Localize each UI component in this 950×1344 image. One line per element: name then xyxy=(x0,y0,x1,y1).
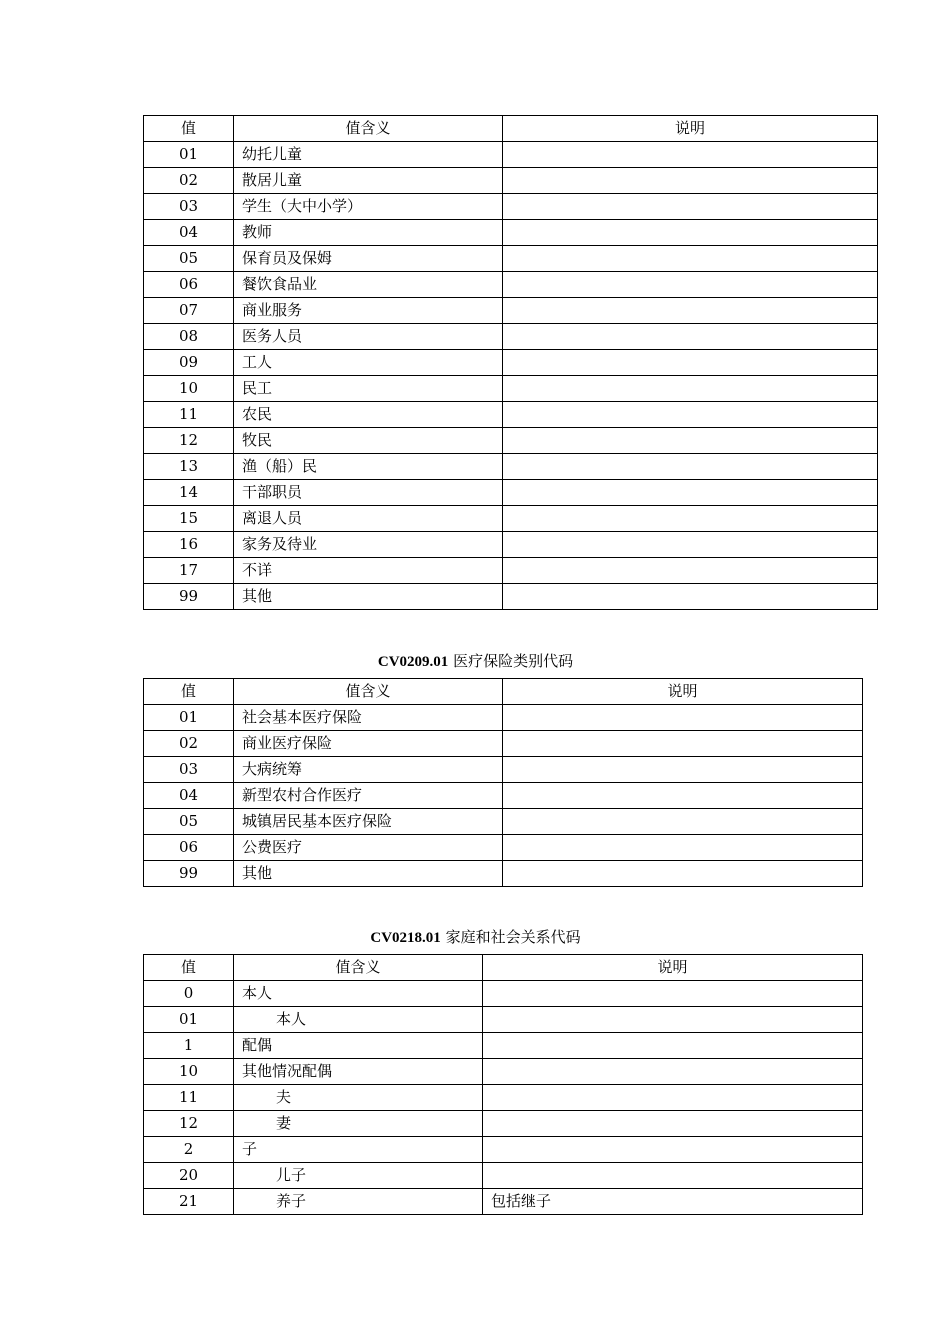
code-value-cell: 20 xyxy=(144,1163,234,1189)
table-row xyxy=(144,783,863,809)
code-note-cell xyxy=(503,220,878,246)
table-caption xyxy=(143,650,808,671)
code-note-cell xyxy=(503,168,878,194)
table-row xyxy=(144,1137,863,1163)
code-value-cell: 03 xyxy=(144,194,234,220)
code-meaning-cell: 医务人员 xyxy=(234,324,503,350)
code-value-cell: 0 xyxy=(144,981,234,1007)
table-body xyxy=(144,981,863,1215)
code-meaning-cell: 工人 xyxy=(234,350,503,376)
code-note-cell xyxy=(483,1137,863,1163)
table-row xyxy=(144,376,878,402)
code-value-cell: 07 xyxy=(144,298,234,324)
code-meaning-cell: 民工 xyxy=(234,376,503,402)
code-meaning-cell: 其他情况配偶 xyxy=(234,1059,483,1085)
table-header-row xyxy=(144,116,878,142)
code-note-cell xyxy=(503,705,863,731)
table-row xyxy=(144,705,863,731)
code-note-cell xyxy=(483,1163,863,1189)
code-meaning-cell: 子 xyxy=(234,1137,483,1163)
code-note-cell xyxy=(503,783,863,809)
header-meaning: 值含义 xyxy=(234,955,483,981)
code-meaning-cell: 配偶 xyxy=(234,1033,483,1059)
code-note-cell xyxy=(503,584,878,610)
code-value-cell: 04 xyxy=(144,783,234,809)
code-value-cell: 03 xyxy=(144,757,234,783)
code-meaning-cell: 牧民 xyxy=(234,428,503,454)
header-note: 说明 xyxy=(483,955,863,981)
code-value-cell: 1 xyxy=(144,1033,234,1059)
code-note-cell xyxy=(503,480,878,506)
code-meaning-cell: 餐饮食品业 xyxy=(234,272,503,298)
code-meaning-cell: 渔（船）民 xyxy=(234,454,503,480)
code-meaning-cell: 大病统筹 xyxy=(234,757,503,783)
table-row xyxy=(144,298,878,324)
header-note: 说明 xyxy=(503,679,863,705)
code-value-cell: 05 xyxy=(144,246,234,272)
table-row xyxy=(144,454,878,480)
table-caption xyxy=(143,926,808,947)
code-note-cell xyxy=(503,506,878,532)
code-note-cell xyxy=(503,532,878,558)
code-note-cell xyxy=(503,731,863,757)
code-note-cell xyxy=(503,861,863,887)
code-meaning-cell: 儿子 xyxy=(234,1163,483,1189)
code-meaning-cell: 商业服务 xyxy=(234,298,503,324)
code-note-cell xyxy=(483,1111,863,1137)
code-note-cell xyxy=(503,272,878,298)
table-row xyxy=(144,1033,863,1059)
table-row xyxy=(144,584,878,610)
code-meaning-cell: 学生（大中小学） xyxy=(234,194,503,220)
header-note: 说明 xyxy=(503,116,878,142)
code-meaning-cell: 教师 xyxy=(234,220,503,246)
caption-code: CV0209.01 xyxy=(377,654,449,670)
code-note-cell xyxy=(503,194,878,220)
code-note-cell xyxy=(503,402,878,428)
header-value: 值 xyxy=(144,955,234,981)
table-row xyxy=(144,1189,863,1215)
code-value-cell: 14 xyxy=(144,480,234,506)
code-value-cell: 12 xyxy=(144,1111,234,1137)
caption-title: 医疗保险类别代码 xyxy=(453,652,574,670)
table-row xyxy=(144,402,878,428)
code-note-cell xyxy=(503,835,863,861)
code-note-cell xyxy=(503,324,878,350)
table-body xyxy=(144,705,863,887)
code-note-cell xyxy=(483,1059,863,1085)
code-value-cell: 06 xyxy=(144,835,234,861)
table-row xyxy=(144,1007,863,1033)
code-note-cell xyxy=(503,142,878,168)
code-meaning-cell: 本人 xyxy=(234,1007,483,1033)
code-meaning-cell: 家务及待业 xyxy=(234,532,503,558)
table-row xyxy=(144,428,878,454)
table-row xyxy=(144,1163,863,1189)
code-value-cell: 21 xyxy=(144,1189,234,1215)
code-value-cell: 01 xyxy=(144,142,234,168)
code-value-cell: 02 xyxy=(144,731,234,757)
code-meaning-cell: 商业医疗保险 xyxy=(234,731,503,757)
code-meaning-cell: 城镇居民基本医疗保险 xyxy=(234,809,503,835)
code-meaning-cell: 保育员及保姆 xyxy=(234,246,503,272)
code-value-cell: 08 xyxy=(144,324,234,350)
code-meaning-cell: 其他 xyxy=(234,584,503,610)
code-value-cell: 2 xyxy=(144,1137,234,1163)
code-meaning-cell: 散居儿童 xyxy=(234,168,503,194)
code-value-cell: 13 xyxy=(144,454,234,480)
code-value-cell: 12 xyxy=(144,428,234,454)
code-meaning-cell: 公费医疗 xyxy=(234,835,503,861)
code-meaning-cell: 夫 xyxy=(234,1085,483,1111)
header-value: 值 xyxy=(144,679,234,705)
code-value-cell: 10 xyxy=(144,1059,234,1085)
code-note-cell xyxy=(483,981,863,1007)
header-value: 值 xyxy=(144,116,234,142)
code-value-cell: 10 xyxy=(144,376,234,402)
code-value-cell: 01 xyxy=(144,705,234,731)
code-note-cell xyxy=(483,1085,863,1111)
table-row xyxy=(144,809,863,835)
code-note-cell xyxy=(483,1033,863,1059)
table-row xyxy=(144,835,863,861)
code-meaning-cell: 干部职员 xyxy=(234,480,503,506)
header-meaning: 值含义 xyxy=(234,116,503,142)
code-note-cell xyxy=(503,558,878,584)
table-row xyxy=(144,142,878,168)
table-row xyxy=(144,194,878,220)
code-note-cell xyxy=(503,757,863,783)
table-row xyxy=(144,220,878,246)
family-relation-code-table xyxy=(143,954,863,1215)
code-meaning-cell: 养子 xyxy=(234,1189,483,1215)
table-row xyxy=(144,1059,863,1085)
table-row xyxy=(144,168,878,194)
code-note-cell xyxy=(503,428,878,454)
code-note-cell xyxy=(503,454,878,480)
code-value-cell: 09 xyxy=(144,350,234,376)
insurance-type-code-table xyxy=(143,678,863,887)
code-note-cell xyxy=(503,298,878,324)
code-value-cell: 11 xyxy=(144,402,234,428)
code-value-cell: 16 xyxy=(144,532,234,558)
table-row xyxy=(144,757,863,783)
code-meaning-cell: 其他 xyxy=(234,861,503,887)
code-value-cell: 06 xyxy=(144,272,234,298)
code-value-cell: 05 xyxy=(144,809,234,835)
code-note-cell xyxy=(503,246,878,272)
code-value-cell: 11 xyxy=(144,1085,234,1111)
code-meaning-cell: 新型农村合作医疗 xyxy=(234,783,503,809)
table-row xyxy=(144,480,878,506)
code-note-cell xyxy=(483,1007,863,1033)
table-row xyxy=(144,272,878,298)
code-value-cell: 99 xyxy=(144,584,234,610)
code-meaning-cell: 妻 xyxy=(234,1111,483,1137)
code-meaning-cell: 农民 xyxy=(234,402,503,428)
table-row xyxy=(144,350,878,376)
table-header-row xyxy=(144,679,863,705)
table-row xyxy=(144,731,863,757)
table-row xyxy=(144,506,878,532)
code-value-cell: 99 xyxy=(144,861,234,887)
caption-title: 家庭和社会关系代码 xyxy=(445,928,581,946)
table-body xyxy=(144,142,878,610)
caption-code: CV0218.01 xyxy=(370,930,441,946)
table-row xyxy=(144,1111,863,1137)
occupation-code-table xyxy=(143,115,878,610)
code-meaning-cell: 本人 xyxy=(234,981,483,1007)
code-meaning-cell: 离退人员 xyxy=(234,506,503,532)
code-note-cell xyxy=(503,350,878,376)
table-header-row xyxy=(144,955,863,981)
table-row xyxy=(144,981,863,1007)
table-row xyxy=(144,558,878,584)
table-row xyxy=(144,324,878,350)
code-value-cell: 04 xyxy=(144,220,234,246)
table-row xyxy=(144,532,878,558)
code-value-cell: 15 xyxy=(144,506,234,532)
code-value-cell: 02 xyxy=(144,168,234,194)
table-row xyxy=(144,861,863,887)
header-meaning: 值含义 xyxy=(234,679,503,705)
code-value-cell: 17 xyxy=(144,558,234,584)
code-note-cell xyxy=(503,809,863,835)
code-meaning-cell: 社会基本医疗保险 xyxy=(234,705,503,731)
code-meaning-cell: 不详 xyxy=(234,558,503,584)
table-row xyxy=(144,246,878,272)
table-row xyxy=(144,1085,863,1111)
code-meaning-cell: 幼托儿童 xyxy=(234,142,503,168)
code-note-cell xyxy=(503,376,878,402)
code-value-cell: 01 xyxy=(144,1007,234,1033)
code-note-cell: 包括继子 xyxy=(483,1189,863,1215)
